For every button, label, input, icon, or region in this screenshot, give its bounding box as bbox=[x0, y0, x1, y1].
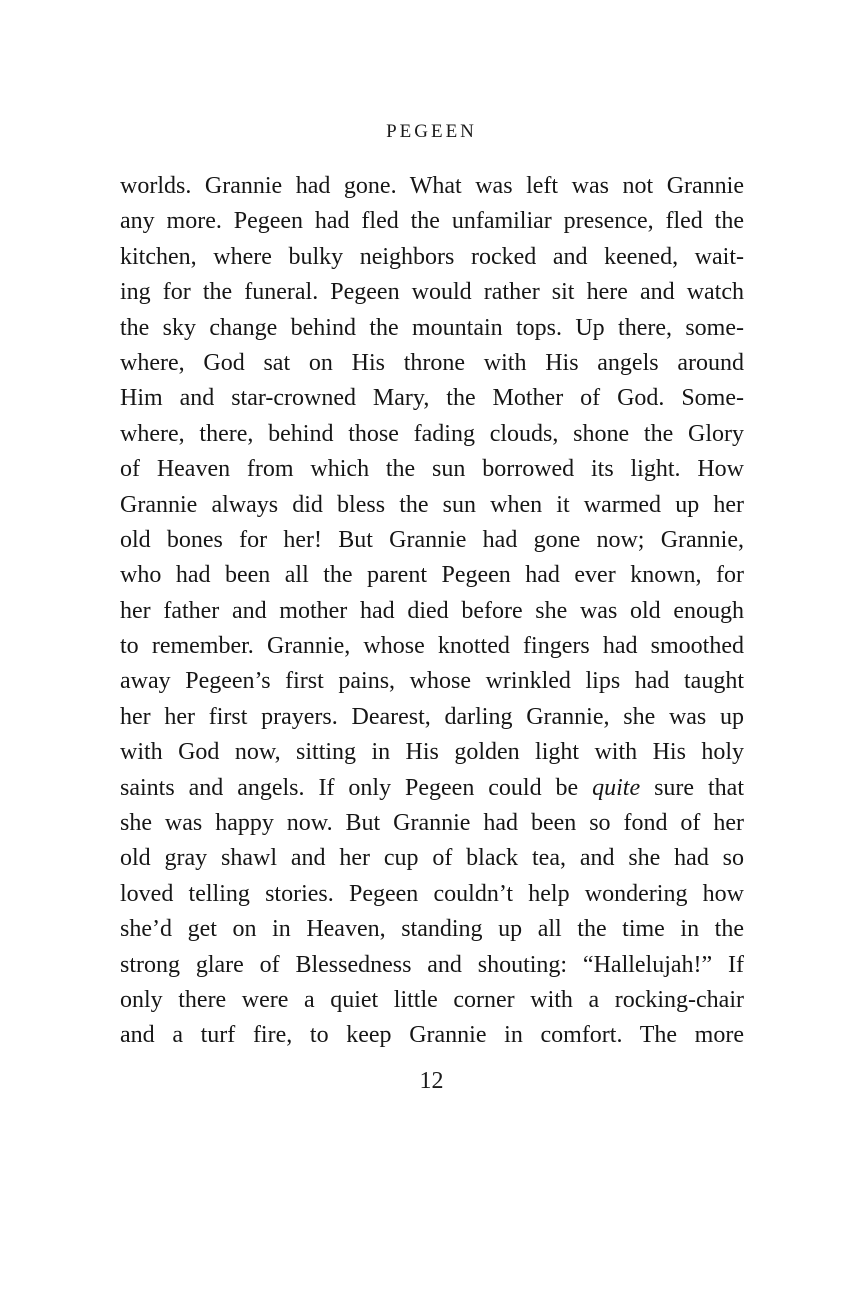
text-line: strong glare of Blessedness and shouting: “Hallelujah!” If bbox=[120, 951, 744, 978]
text-line: old gray shawl and her cup of black tea, and she had so bbox=[120, 845, 744, 872]
text-line: loved telling stories. Pegeen couldn’t help wondering how bbox=[120, 880, 744, 907]
text-line: to remember. Grannie, whose knotted fingers had smoothed bbox=[120, 633, 744, 660]
text-line: ing for the funeral. Pegeen would rather sit here and watch bbox=[120, 279, 744, 306]
text-line: saints and angels. If only Pegeen could be quite sure that bbox=[120, 774, 744, 801]
body-text bbox=[120, 169, 744, 1054]
text-line: of Heaven from which the sun borrowed its light. How bbox=[120, 456, 744, 483]
page-number: 12 bbox=[419, 1068, 444, 1094]
text-line: who had been all the parent Pegeen had ever known, for bbox=[120, 562, 744, 589]
text-line: where, there, behind those fading clouds, shone the Glory bbox=[120, 420, 744, 447]
text-line: with God now, sitting in His golden light with His holy bbox=[120, 739, 744, 766]
text-line: Him and star-crowned Mary, the Mother of God. Some- bbox=[120, 385, 744, 412]
text-line: she was happy now. But Grannie had been so fond of her bbox=[120, 810, 744, 837]
text-line: Grannie always did bless the sun when it warmed up her bbox=[120, 491, 744, 518]
text-line: and a turf fire, to keep Grannie in comfort. The more bbox=[120, 1022, 744, 1049]
text-line: kitchen, where bulky neighbors rocked and keened, wait- bbox=[120, 243, 744, 270]
text-line: where, God sat on His throne with His angels around bbox=[120, 349, 744, 376]
text-line: only there were a quiet little corner with a rocking-chair bbox=[120, 986, 744, 1013]
italic-word: quite bbox=[592, 774, 641, 801]
text-line: old bones for her! But Grannie had gone now; Grannie, bbox=[120, 526, 744, 553]
running-header: PEGEEN bbox=[386, 121, 477, 142]
text-line: any more. Pegeen had fled the unfamiliar presence, fled the bbox=[120, 208, 744, 235]
text-line: away Pegeen’s first pains, whose wrinkled lips had taught bbox=[120, 668, 744, 695]
text-line: her her first prayers. Dearest, darling Grannie, she was up bbox=[120, 703, 744, 730]
text-line: the sky change behind the mountain tops. Up there, some- bbox=[120, 314, 744, 341]
text-line: she’d get on in Heaven, standing up all the time in the bbox=[120, 916, 744, 943]
text-line: her father and mother had died before she was old enough bbox=[120, 597, 744, 624]
text-line: worlds. Grannie had gone. What was left was not Grannie bbox=[120, 173, 744, 199]
